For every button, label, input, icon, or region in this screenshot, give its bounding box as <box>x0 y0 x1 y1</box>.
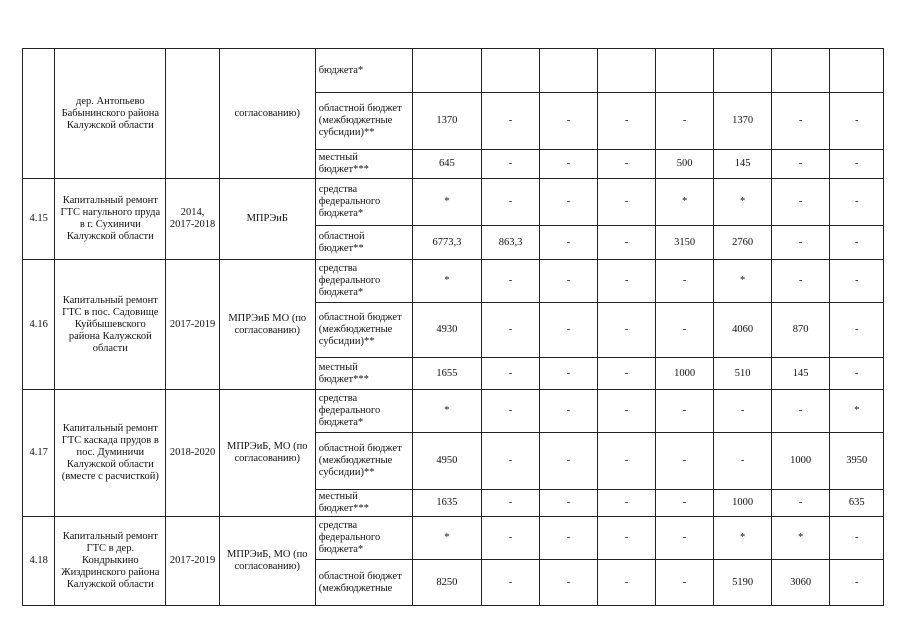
value-cell: - <box>655 433 714 490</box>
value-cell: - <box>655 560 714 606</box>
value-cell: 1370 <box>412 93 482 150</box>
value-cell: - <box>771 226 830 260</box>
value-cell: - <box>482 358 540 390</box>
value-cell: - <box>830 358 884 390</box>
value-cell: 1370 <box>714 93 772 150</box>
value-cell: - <box>598 433 656 490</box>
value-cell: - <box>830 260 884 303</box>
value-cell: * <box>655 179 714 226</box>
executor-cell: МПРЭиБ МО (по согласованию) <box>219 260 315 390</box>
funding-source: местный бюджет*** <box>315 358 412 390</box>
value-cell: * <box>714 517 772 560</box>
value-cell: - <box>598 260 656 303</box>
value-cell: - <box>655 517 714 560</box>
funding-source: областной бюджет (межбюджетные субсидии)** <box>315 433 412 490</box>
value-cell: - <box>714 433 772 490</box>
value-cell: - <box>655 390 714 433</box>
value-cell: - <box>655 93 714 150</box>
value-cell: - <box>482 560 540 606</box>
value-cell: - <box>482 179 540 226</box>
value-cell: - <box>482 260 540 303</box>
value-cell: - <box>482 93 540 150</box>
value-cell: - <box>598 150 656 179</box>
value-cell: - <box>771 260 830 303</box>
funding-source: областной бюджет (межбюджетные субсидии)** <box>315 303 412 358</box>
value-cell: - <box>539 358 598 390</box>
value-cell: - <box>830 150 884 179</box>
period-cell: 2014, 2017-2018 <box>166 179 219 260</box>
value-cell: - <box>830 560 884 606</box>
table-row <box>23 49 884 93</box>
value-cell: - <box>655 303 714 358</box>
value-cell: 1000 <box>714 490 772 517</box>
value-cell: - <box>598 226 656 260</box>
value-cell: - <box>482 517 540 560</box>
row-number-cell: 4.16 <box>23 260 55 390</box>
value-cell: 1655 <box>412 358 482 390</box>
value-cell: - <box>482 433 540 490</box>
value-cell: - <box>771 490 830 517</box>
value-cell: - <box>598 93 656 150</box>
executor-cell: МПРЭиБ, МО (по согласованию) <box>219 390 315 517</box>
value-cell: - <box>830 226 884 260</box>
value-cell: 1635 <box>412 490 482 517</box>
value-cell: - <box>598 390 656 433</box>
value-cell: - <box>539 560 598 606</box>
funding-source: средства федерального бюджета* <box>315 179 412 226</box>
value-cell: - <box>598 303 656 358</box>
value-cell: - <box>598 490 656 517</box>
table-row <box>23 517 884 560</box>
budget-table <box>22 48 884 606</box>
funding-source: средства федерального бюджета* <box>315 517 412 560</box>
value-cell: - <box>539 303 598 358</box>
value-cell: * <box>412 260 482 303</box>
value-cell: - <box>771 390 830 433</box>
value-cell: - <box>482 390 540 433</box>
funding-source: средства федерального бюджета* <box>315 260 412 303</box>
value-cell: * <box>771 517 830 560</box>
funding-source: областной бюджет** <box>315 226 412 260</box>
row-number-cell: 4.15 <box>23 179 55 260</box>
value-cell: - <box>598 358 656 390</box>
value-cell: - <box>830 93 884 150</box>
value-cell: - <box>830 517 884 560</box>
table-row <box>23 179 884 226</box>
row-number-cell: 4.18 <box>23 517 55 606</box>
value-cell: * <box>714 260 772 303</box>
value-cell: 4930 <box>412 303 482 358</box>
value-cell: - <box>655 490 714 517</box>
funding-source: областной бюджет (межбюджетные субсидии)** <box>315 93 412 150</box>
value-cell: 4950 <box>412 433 482 490</box>
value-cell: - <box>598 560 656 606</box>
value-cell: - <box>539 179 598 226</box>
value-cell: 635 <box>830 490 884 517</box>
value-cell: 5190 <box>714 560 772 606</box>
measure-description: Капитальный ремонт ГТС каскада прудов в пос. Думиничи Калужской области (вместе с расчисткой) <box>55 390 166 517</box>
measure-description: Капитальный ремонт ГТС в пос. Садовище Куйбышевского района Калужской области <box>55 260 166 390</box>
value-cell: 145 <box>714 150 772 179</box>
value-cell: - <box>771 150 830 179</box>
value-cell: 863,3 <box>482 226 540 260</box>
value-cell: 4060 <box>714 303 772 358</box>
value-cell: - <box>539 517 598 560</box>
measure-description: дер. Антопьево Бабынинского района Калужской области <box>55 49 166 179</box>
value-cell: * <box>412 517 482 560</box>
funding-source: местный бюджет*** <box>315 150 412 179</box>
value-cell: - <box>830 179 884 226</box>
value-cell: * <box>412 390 482 433</box>
table-row <box>23 390 884 433</box>
value-cell: - <box>771 93 830 150</box>
value-cell: 3950 <box>830 433 884 490</box>
executor-cell: согласованию) <box>219 49 315 179</box>
value-cell: * <box>830 390 884 433</box>
value-cell: - <box>830 303 884 358</box>
value-cell: * <box>714 179 772 226</box>
measure-description: Капитальный ремонт ГТС нагульного пруда в г. Сухиничи Калужской области <box>55 179 166 260</box>
period-cell <box>166 49 219 179</box>
value-cell: 3150 <box>655 226 714 260</box>
value-cell: 3060 <box>771 560 830 606</box>
value-cell: - <box>539 93 598 150</box>
value-cell: 1000 <box>655 358 714 390</box>
value-cell: - <box>771 179 830 226</box>
period-cell: 2017-2019 <box>166 517 219 606</box>
value-cell: - <box>539 490 598 517</box>
value-cell: - <box>598 517 656 560</box>
value-cell: 510 <box>714 358 772 390</box>
value-cell: 145 <box>771 358 830 390</box>
row-number-cell <box>23 49 55 179</box>
value-cell: - <box>539 260 598 303</box>
value-cell: - <box>539 150 598 179</box>
value-cell: - <box>482 303 540 358</box>
funding-source: местный бюджет*** <box>315 490 412 517</box>
funding-source: средства федерального бюджета* <box>315 390 412 433</box>
value-cell: 2760 <box>714 226 772 260</box>
executor-cell: МПРЭиБ, МО (по согласованию) <box>219 517 315 606</box>
value-cell: - <box>598 179 656 226</box>
executor-cell: МПРЭиБ <box>219 179 315 260</box>
value-cell: 870 <box>771 303 830 358</box>
value-cell: - <box>482 150 540 179</box>
value-cell: - <box>714 390 772 433</box>
value-cell: * <box>412 179 482 226</box>
table-row <box>23 260 884 303</box>
value-cell: - <box>655 260 714 303</box>
row-number-cell: 4.17 <box>23 390 55 517</box>
measure-description: Капитальный ремонт ГТС в дер. Кондрыкино Жиздринского района Калужской области <box>55 517 166 606</box>
funding-source: областной бюджет (межбюджетные <box>315 560 412 606</box>
value-cell: - <box>539 433 598 490</box>
value-cell: 645 <box>412 150 482 179</box>
value-cell: - <box>539 226 598 260</box>
value-cell: 8250 <box>412 560 482 606</box>
value-cell: 6773,3 <box>412 226 482 260</box>
period-cell: 2018-2020 <box>166 390 219 517</box>
value-cell: 500 <box>655 150 714 179</box>
period-cell: 2017-2019 <box>166 260 219 390</box>
funding-source: бюджета* <box>315 49 412 93</box>
value-cell: - <box>539 390 598 433</box>
value-cell: 1000 <box>771 433 830 490</box>
value-cell: - <box>482 490 540 517</box>
